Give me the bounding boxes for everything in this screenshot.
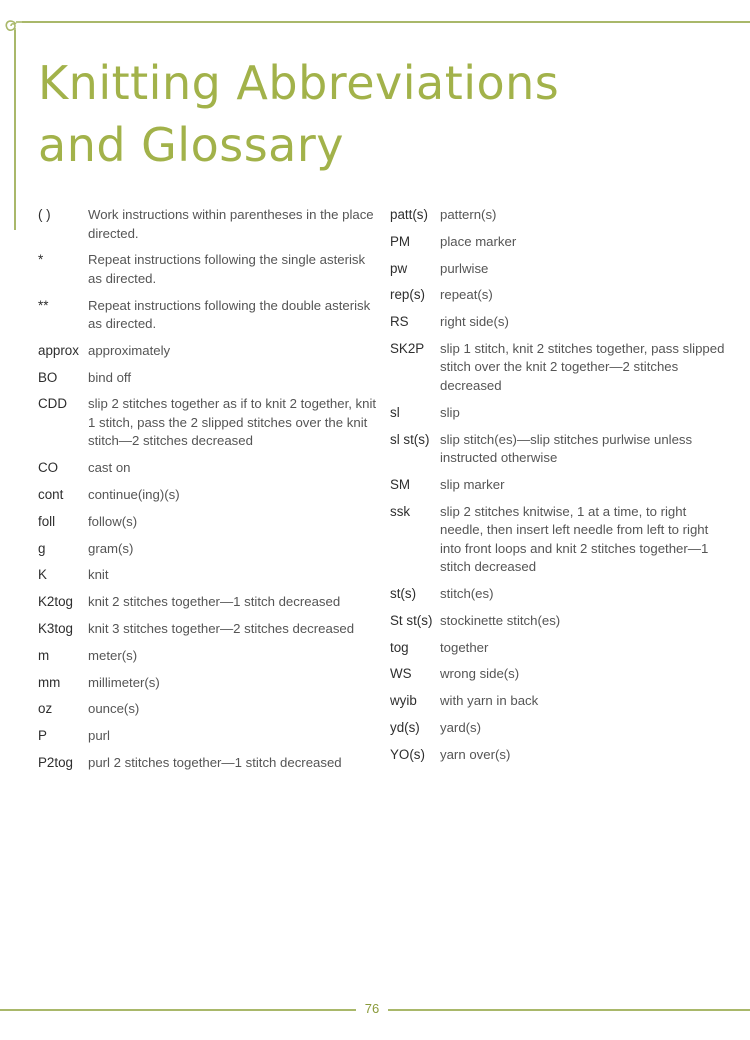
glossary-definition: slip 2 stitches together as if to knit 2 together, knit 1 stitch, pass the 2 slipped stitches over the knit stitch—2 stitches decreased [88,396,377,449]
left-border-rule [14,30,16,230]
glossary-definition: knit 2 stitches together—1 stitch decreased [88,594,341,610]
bottom-border-rule-left [0,1009,356,1011]
glossary-definition: stockinette stitch(es) [440,612,561,628]
glossary-definition: stitch(es) [440,585,494,601]
glossary-abbreviation: WS [390,666,412,682]
glossary-definition: meter(s) [88,647,138,663]
glossary-definition: together [440,639,489,655]
glossary-abbreviation: BO [38,369,58,385]
glossary-entry [38,674,378,693]
glossary-definition: place marker [440,233,517,249]
glossary-definition: Work instructions within parentheses in the place directed. [88,207,374,241]
glossary-entry [390,639,730,658]
glossary-entry [38,647,378,666]
page-title [38,52,559,176]
glossary-abbreviation: K3tog [38,621,73,637]
glossary-abbreviation: cont [38,487,64,503]
glossary-abbreviation: g [38,540,46,556]
glossary-definition: purlwise [440,260,489,276]
glossary-definition: slip 2 stitches knitwise, 1 at a time, to right needle, then insert left needle from left to right into front loops and knit 2 stitches together—1 stitch decreased [440,503,709,575]
glossary-entry [390,476,730,495]
glossary-definition: follow(s) [88,513,138,529]
glossary-entry [38,369,378,388]
glossary-definition: with yarn in back [440,693,539,709]
glossary-definition: wrong side(s) [440,666,520,682]
glossary-abbreviation: mm [38,674,61,690]
glossary-definition: slip marker [440,476,505,492]
glossary-entry [390,665,730,684]
glossary-entry [390,340,730,396]
glossary-definition: yarn over(s) [440,746,511,762]
glossary-definition: slip [440,404,460,420]
glossary-definition: slip stitch(es)—slip stitches purlwise unless instructed otherwise [440,431,693,466]
title-line-2: and Glossary [38,118,344,172]
glossary-entry [390,404,730,423]
glossary-definition: slip 1 stitch, knit 2 stitches together, pass slipped stitch over the knit 2 together—2 stitches decreased [440,340,725,393]
glossary-entry [38,395,378,451]
glossary-definition: cast on [88,460,131,476]
glossary-abbreviation: CO [38,460,59,476]
glossary-entry [390,206,730,225]
glossary-definition: bind off [88,369,132,385]
glossary-left-column [38,206,378,781]
title-line-1: Knitting Abbreviations [38,56,560,110]
glossary-entry [38,342,378,361]
glossary-abbreviation: sl st(s) [390,431,430,447]
page-number: 76 [364,1001,380,1016]
glossary-abbreviation: St st(s) [390,612,433,628]
glossary-abbreviation: tog [390,639,409,655]
glossary-definition: knit 3 stitches together—2 stitches decreased [88,621,355,637]
glossary-entry [38,754,378,773]
glossary-entry [390,585,730,604]
glossary-abbreviation: wyib [390,693,417,709]
glossary-definition: Repeat instructions following the double asterisk as directed. [88,297,371,332]
glossary-entry [38,727,378,746]
corner-flourish-icon [3,16,29,44]
glossary-entry [390,692,730,711]
glossary-entry [390,260,730,279]
glossary-definition: gram(s) [88,540,134,556]
glossary-right-column [390,206,730,773]
glossary-entry [38,297,378,334]
glossary-entry [390,719,730,738]
glossary-abbreviation: YO(s) [390,746,425,762]
glossary-entry [390,431,730,468]
glossary-entry [390,612,730,631]
glossary-abbreviation: * [38,252,44,268]
glossary-abbreviation: P2tog [38,755,73,771]
glossary-entry [38,206,378,243]
glossary-entry [38,486,378,505]
glossary-abbreviation: SK2P [390,340,425,356]
glossary-abbreviation: sl [390,404,400,420]
glossary-abbreviation: yd(s) [390,719,420,735]
glossary-definition: continue(ing)(s) [88,487,180,503]
glossary-entry [38,700,378,719]
glossary-abbreviation: ssk [390,503,411,519]
glossary-abbreviation: SM [390,476,411,492]
glossary-entry [38,593,378,612]
glossary-definition: approximately [88,342,171,358]
glossary-abbreviation: PM [390,233,411,249]
glossary-definition: ounce(s) [88,701,140,717]
glossary-definition: Repeat instructions following the single asterisk as directed. [88,252,366,286]
glossary-entry [390,313,730,332]
glossary-definition: right side(s) [440,314,509,330]
top-border-rule [22,21,750,23]
glossary-entry [38,620,378,639]
glossary-definition: purl [88,728,110,744]
glossary-abbreviation: patt(s) [390,207,428,222]
glossary-entry [38,540,378,559]
glossary-abbreviation: ( ) [38,207,51,222]
glossary-abbreviation: P [38,728,47,744]
glossary-abbreviation: m [38,647,50,663]
glossary-entry [38,251,378,288]
glossary-definition: purl 2 stitches together—1 stitch decreased [88,755,342,771]
glossary-abbreviation: K [38,567,47,583]
glossary-definition: yard(s) [440,719,482,735]
glossary-abbreviation: rep(s) [390,287,425,303]
glossary-abbreviation: foll [38,513,56,529]
glossary-abbreviation: pw [390,260,408,276]
glossary-definition: knit [88,567,109,583]
bottom-border-rule-right [388,1009,750,1011]
glossary-abbreviation: approx [38,342,79,358]
glossary-entry [390,503,730,577]
glossary-abbreviation: RS [390,314,409,330]
glossary-abbreviation: K2tog [38,594,73,610]
glossary-abbreviation: st(s) [390,585,417,601]
glossary-definition: repeat(s) [440,287,493,303]
glossary-entry [390,746,730,765]
glossary-abbreviation: oz [38,701,53,717]
glossary-entry [38,459,378,478]
glossary-entry [38,566,378,585]
glossary-entry [38,513,378,532]
glossary-entry [390,233,730,252]
glossary-entry [390,286,730,305]
glossary-definition: millimeter(s) [88,674,160,690]
glossary-abbreviation: CDD [38,396,68,412]
glossary-abbreviation: ** [38,297,49,313]
glossary-definition: pattern(s) [440,207,497,222]
